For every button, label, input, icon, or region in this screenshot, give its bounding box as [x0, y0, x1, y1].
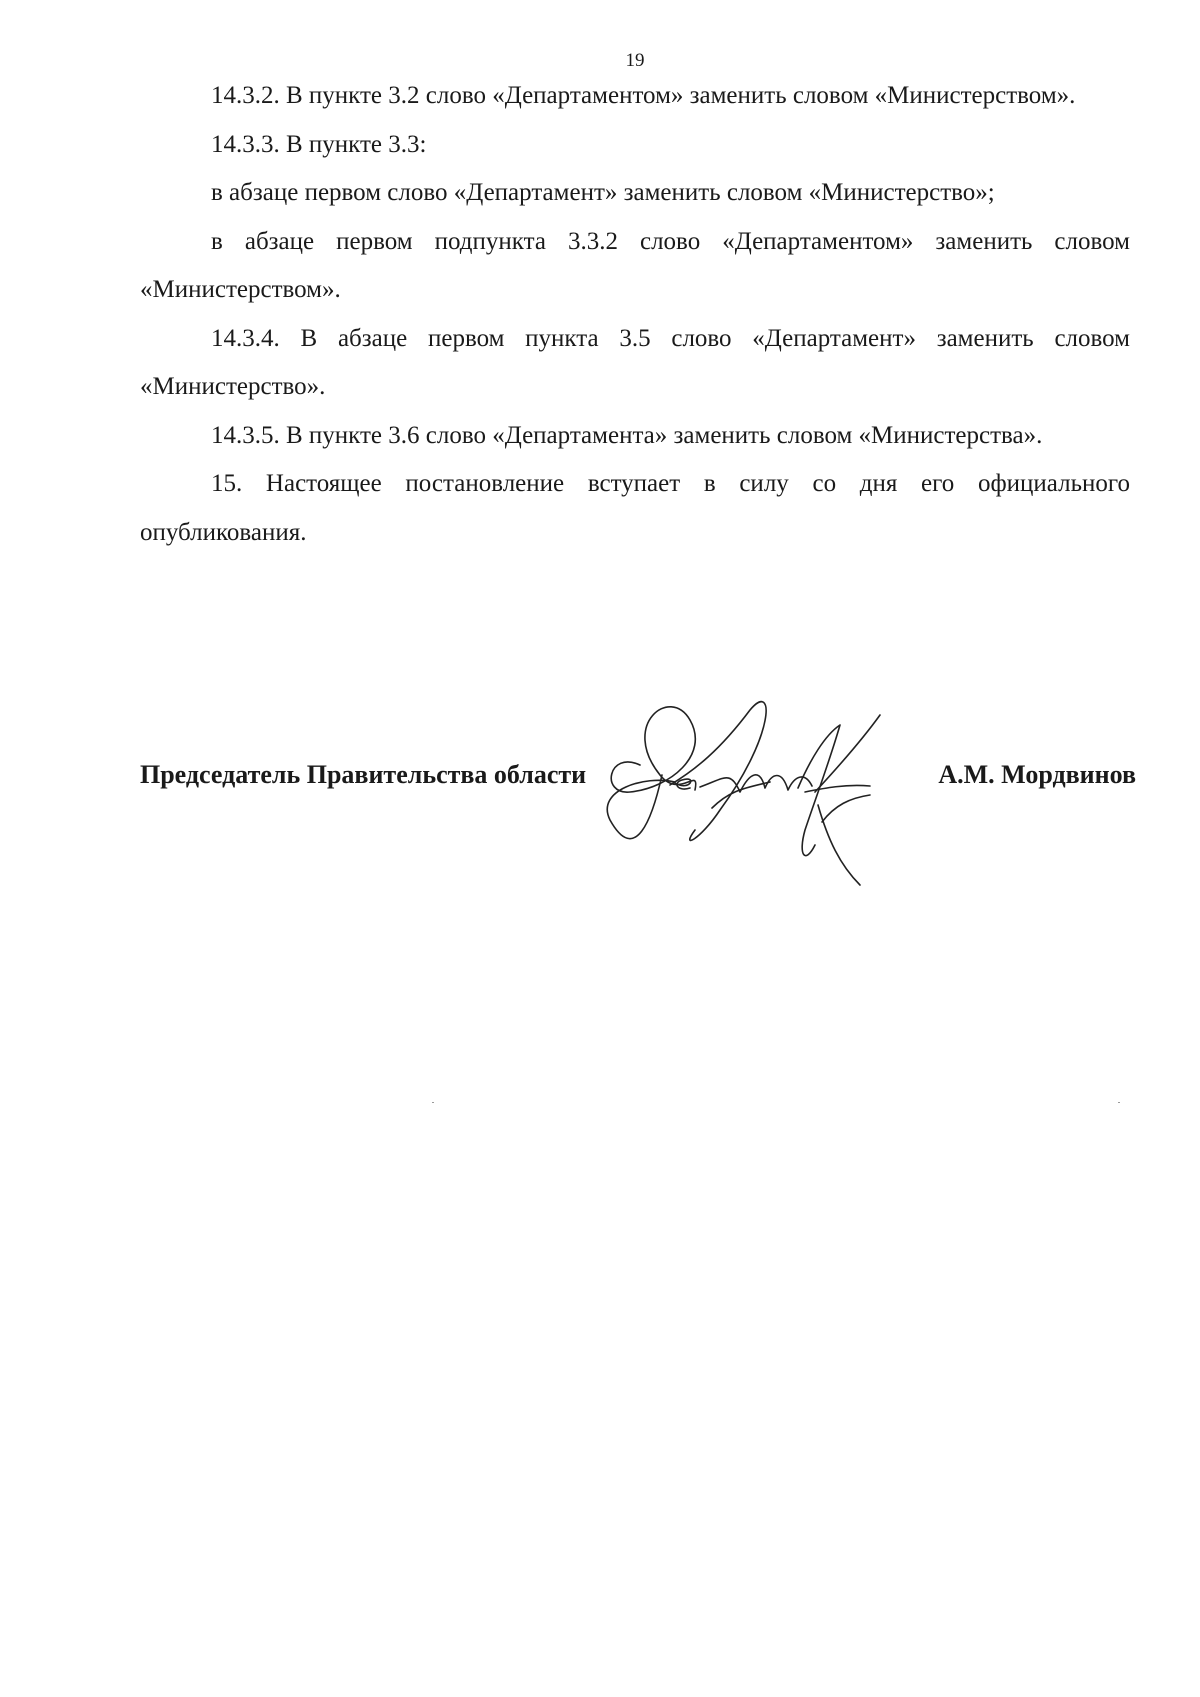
paragraph-14-3-3: 14.3.3. В пункте 3.3:	[211, 130, 427, 158]
document-body	[140, 72, 1130, 557]
paragraph-14-3-5: 14.3.5. В пункте 3.6 слово «Департамента» заменить словом «Министерства».	[211, 421, 1043, 449]
paragraph-15: 15. Настоящее постановление вступает в силу со дня его официального опубликования.	[140, 470, 1130, 546]
paragraph-14-3-2: 14.3.2. В пункте 3.2 слово «Департаментом» заменить словом «Министерством».	[211, 82, 1076, 109]
signatory-title: Председатель Правительства области	[140, 760, 587, 789]
page-number: 19	[625, 50, 645, 71]
scan-speck	[432, 1102, 434, 1103]
paragraph-14-3-4: 14.3.4. В абзаце первом пункта 3.5 слово «Департамент» заменить словом «Министерство».	[140, 324, 1130, 400]
scan-speck	[1118, 1102, 1120, 1103]
paragraph-14-3-3-a: в абзаце первом слово «Департамент» заменить словом «Министерство»;	[211, 179, 995, 206]
paragraph-14-3-3-b: в абзаце первом подпункта 3.3.2 слово «Департаментом» заменить словом «Министерством».	[140, 227, 1130, 303]
signatory-name: А.М. Мордвинов	[938, 760, 1136, 789]
handwritten-signature-icon	[600, 680, 940, 890]
